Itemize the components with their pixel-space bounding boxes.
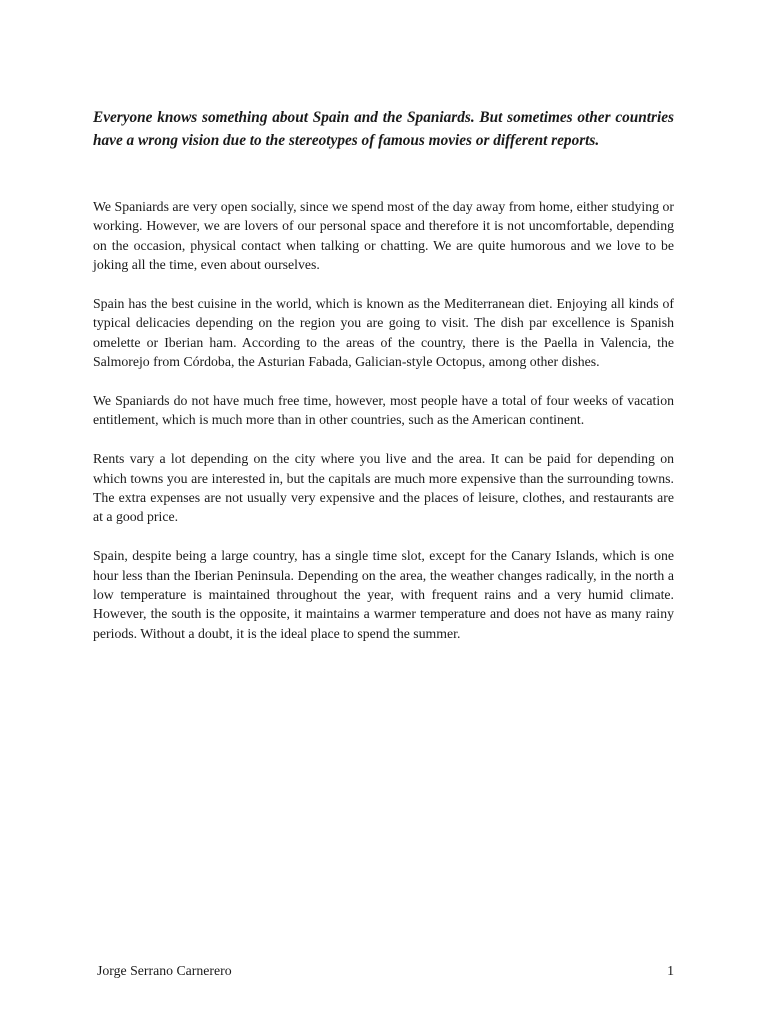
intro-paragraph: Everyone knows something about Spain and the Spaniards. But sometimes other countries have a wrong vision due to the stereotypes of famous movies or different reports. [93, 109, 674, 149]
paragraph-rents: Rents vary a lot depending on the city where you live and the area. It can be paid for depending on which towns you are interested in, but the capitals are much more expensive than the surrounding towns. The extra expenses are not usually very expensive and the places of leisure, clothes, and restaurants are at a good price. [93, 451, 674, 525]
paragraph-cuisine: Spain has the best cuisine in the world, which is known as the Mediterranean diet. Enjoying all kinds of typical delicacies depending on the region you are going to visit. The dish par excellence is Spanish omelette or Iberian ham. According to the areas of the country, there is the Paella in Valencia, the Salmorejo from Córdoba, the Asturian Fabada, Galician-style Octopus, among other dishes. [93, 296, 674, 370]
paragraph-climate: Spain, despite being a large country, has a single time slot, except for the Canary Islands, which is one hour less than the Iberian Peninsula. Depending on the area, the weather changes radically, in the north a low temperature is maintained throughout the year, with frequent rains and a very humid climate. However, the south is the opposite, it maintains a warmer temperature and does not have as many rainy periods. Without a doubt, it is the ideal place to spend the summer. [93, 548, 674, 641]
paragraph-social: We Spaniards are very open socially, since we spend most of the day away from home, either studying or working. However, we are lovers of our personal space and therefore it is not uncomfortable, depending on the occasion, physical contact when talking or chatting. We are quite humorous and we love to be joking all the time, even about ourselves. [93, 199, 674, 273]
paragraph-free-time: We Spaniards do not have much free time, however, most people have a total of four weeks of vacation entitlement, which is much more than in other countries, such as the American continent. [93, 393, 674, 428]
document-body [93, 106, 674, 663]
footer-author: Jorge Serrano Carnerero [97, 963, 232, 978]
page-number: 1 [667, 963, 674, 978]
